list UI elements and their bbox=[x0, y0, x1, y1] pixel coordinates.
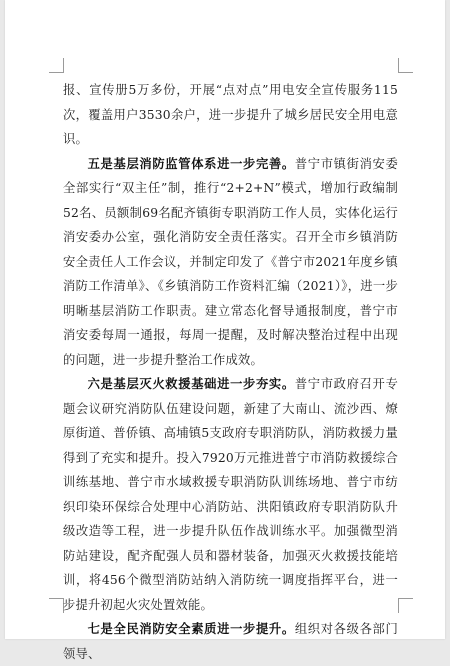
paragraph-heading: 五是基层消防监管体系进一步完善。 bbox=[87, 156, 295, 171]
paragraph-text: 报、宣传册5万多份，开展“点对点”用电安全宣传服务115次，覆盖用户3530余户，进一步提升了城乡居民安全用电意识。 bbox=[63, 83, 398, 146]
paragraph-section-five bbox=[63, 152, 398, 373]
paragraph-text: 组织对各级各部门领导、 bbox=[63, 622, 398, 661]
document-page bbox=[5, 0, 445, 661]
margin-corner-top-right bbox=[398, 58, 413, 73]
paragraph-text: 普宁市政府召开专题会议研究消防队伍建设问题，新建了大南山、流沙西、燎原街道、普侨镇、高埔镇5支政府专职消防队，消防救援力量得到了充实和提升。投入7920万元推进普宁市消防救援综合训练基地、普宁市水域救援专职消防队训练场地、普宁市纺织印染环保综合处理中心消防站、洪阳镇政府专职消防队升级改造等工程，进一步提升队伍作战训练水平。加强微型消防站建设，配齐配强人员和器材装备，加强灭火救援技能培训，将456个微型消防站纳入消防统一调度指挥平台，进一步提升初起火灾处置效能。 bbox=[63, 377, 398, 612]
document-body[interactable] bbox=[63, 78, 398, 666]
paragraph-text: 普宁市镇街消安委全部实行“双主任”制，推行“2+2+N”模式，增加行政编制52名、员额制69名配齐镇街专职消防工作人员，实体化运行消安委办公室，强化消防安全责任落实。召开全市乡镇消防安全责任人工作会议，并制定印发了《普宁市2021年度乡镇消防工作清单》、《乡镇消防工作资料汇编（2021）》，进一步明晰基层消防工作职责。建立常态化督导通报制度，普宁市消安委每周一通报，每周一提醒，及时解决整治过程中出现的问题，进一步提升整治工作成效。 bbox=[63, 156, 398, 367]
paragraph-section-seven bbox=[63, 617, 398, 666]
margin-corner-top-left bbox=[49, 58, 64, 73]
paragraph-heading: 六是基层灭火救援基础进一步夯实。 bbox=[87, 377, 295, 391]
paragraph-section-six bbox=[63, 372, 398, 617]
margin-corner-bottom-right bbox=[398, 598, 413, 613]
margin-corner-bottom-left bbox=[49, 598, 64, 613]
paragraph-heading: 七是全民消防安全素质进一步提升。 bbox=[87, 622, 295, 636]
paragraph-continuation bbox=[63, 78, 398, 152]
